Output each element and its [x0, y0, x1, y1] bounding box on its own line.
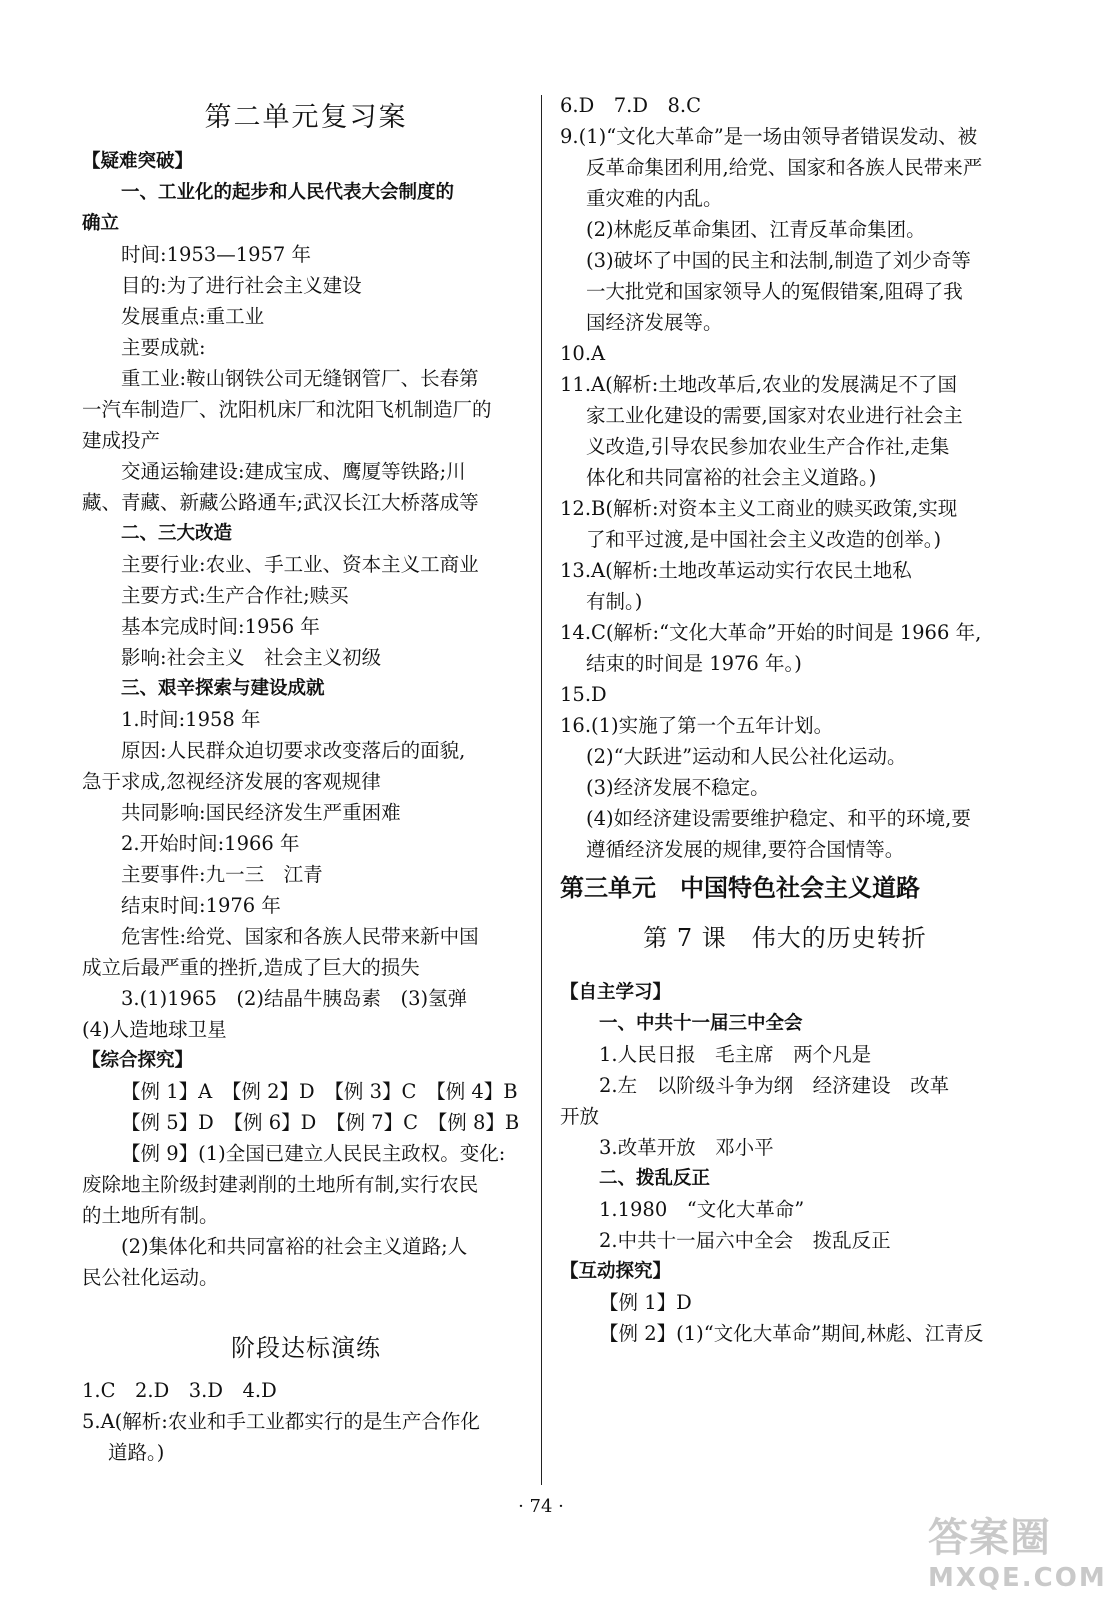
- right-line: (2)林彪反革命集团、江青反革命集团。: [586, 218, 926, 241]
- left-line: 发展重点:重工业: [121, 305, 265, 328]
- left-line: 主要行业:农业、手工业、资本主义工商业: [121, 553, 479, 576]
- right-line: 结束的时间是 1976 年。): [586, 652, 802, 675]
- left-line: 2.开始时间:1966 年: [121, 832, 300, 855]
- left-line: 1.时间:1958 年: [121, 708, 261, 731]
- left-line: 一汽车制造厂、沈阳机床厂和沈阳飞机制造厂的: [82, 398, 492, 421]
- right-line: 2.左 以阶级斗争为纲 经济建设 改革: [599, 1074, 950, 1097]
- right-line: 开放: [560, 1105, 600, 1128]
- right-line: 一、中共十一届三中全会: [599, 1013, 803, 1034]
- right-line: 10.A: [560, 342, 606, 365]
- left-line: (4)人造地球卫星: [82, 1018, 227, 1041]
- left-line: 废除地主阶级封建剥削的土地所有制,实行农民: [82, 1173, 479, 1196]
- left-line: 基本完成时间:1956 年: [121, 615, 320, 638]
- right-line: 2.中共十一届六中全会 拨乱反正: [599, 1229, 891, 1252]
- right-line: 13.A(解析:土地改革运动实行农民土地私: [560, 559, 912, 582]
- right-line: 【互动探究】: [560, 1261, 672, 1282]
- left-line: 3.(1)1965 (2)结晶牛胰岛素 (3)氢弹: [121, 987, 468, 1010]
- right-line: 有制。): [586, 590, 643, 613]
- right-line: 了和平过渡,是中国社会主义改造的创举。): [586, 528, 942, 551]
- left-line: 主要方式:生产合作社;赎买: [121, 584, 349, 607]
- right-line: 1.人民日报 毛主席 两个凡是: [599, 1043, 872, 1066]
- left-line: 二、三大改造: [121, 523, 233, 544]
- left-column: [82, 90, 530, 1468]
- left-line: 时间:1953—1957 年: [121, 243, 312, 266]
- left-line: 【例 1】A 【例 2】D 【例 3】C 【例 4】B: [121, 1080, 518, 1103]
- left-line: 【例 9】(1)全国已建立人民民主政权。变化:: [121, 1142, 506, 1165]
- left-line: 三、艰辛探索与建设成就: [121, 678, 325, 699]
- left-line: 1.C 2.D 3.D 4.D: [82, 1379, 277, 1402]
- right-line: 【自主学习】: [560, 982, 672, 1003]
- left-line: 【例 5】D 【例 6】D 【例 7】C 【例 8】B: [121, 1111, 520, 1134]
- right-line: 一大批党和国家领导人的冤假错案,阻碍了我: [586, 280, 963, 303]
- right-line: 【例 2】(1)“文化大革命”期间,林彪、江青反: [599, 1322, 984, 1345]
- right-line: 【例 1】D: [599, 1291, 692, 1314]
- right-line: 12.B(解析:对资本主义工商业的赎买政策,实现: [560, 497, 958, 520]
- left-line: 【疑难突破】: [82, 151, 194, 172]
- left-line: 一、工业化的起步和人民代表大会制度的: [121, 182, 455, 203]
- right-line: 重灾难的内乱。: [586, 187, 723, 210]
- right-line: 11.A(解析:土地改革后,农业的发展满足不了国: [560, 373, 957, 396]
- right-line: (4)如经济建设需要维护稳定、和平的环境,要: [586, 807, 971, 830]
- left-line: 共同影响:国民经济发生严重困难: [121, 801, 401, 824]
- left-line: 结束时间:1976 年: [121, 894, 281, 917]
- right-line: 第 7 课 伟大的历史转折: [643, 924, 927, 952]
- right-line: 6.D 7.D 8.C: [560, 94, 702, 117]
- right-line: 14.C(解析:“文化大革命”开始的时间是 1966 年,: [560, 621, 982, 644]
- left-line: 的土地所有制。: [82, 1204, 219, 1227]
- left-line: 影响:社会主义 社会主义初级: [121, 646, 382, 669]
- left-line: 道路。): [108, 1441, 165, 1464]
- left-line: 主要成就:: [121, 336, 206, 359]
- left-line: 成立后最严重的挫折,造成了巨大的损失: [82, 956, 420, 979]
- right-column: [560, 90, 1010, 1349]
- left-line: 危害性:给党、国家和各族人民带来新中国: [121, 925, 479, 948]
- page-number: · 74 ·: [518, 1496, 564, 1517]
- right-line: (3)经济发展不稳定。: [586, 776, 770, 799]
- right-line: 16.(1)实施了第一个五年计划。: [560, 714, 834, 737]
- left-line: 主要事件:九一三 江青: [121, 863, 323, 886]
- left-line: 原因:人民群众迫切要求改变落后的面貌,: [121, 739, 466, 762]
- column-divider: [541, 95, 542, 1485]
- right-line: 遵循经济发展的规律,要符合国情等。: [586, 838, 905, 861]
- right-line: (3)破坏了中国的民主和法制,制造了刘少奇等: [586, 249, 971, 272]
- right-line: 国经济发展等。: [586, 311, 723, 334]
- right-line: 反革命集团利用,给党、国家和各族人民带来严: [586, 156, 983, 179]
- right-line: 家工业化建设的需要,国家对农业进行社会主: [586, 404, 963, 427]
- right-line: 二、拨乱反正: [599, 1168, 711, 1189]
- right-line: 1.1980 “文化大革命”: [599, 1198, 805, 1221]
- left-line: 【综合探究】: [82, 1050, 194, 1071]
- right-line: 15.D: [560, 683, 607, 706]
- watermark-bottom: MXQE.COM: [928, 1563, 1107, 1593]
- right-line: 9.(1)“文化大革命”是一场由领导者错误发动、被: [560, 125, 978, 148]
- left-line: [82, 1293, 530, 1321]
- watermark-logo: [928, 1506, 1107, 1593]
- right-line: 体化和共同富裕的社会主义道路。): [586, 466, 877, 489]
- right-line: (2)“大跃进”运动和人民公社化运动。: [586, 745, 907, 768]
- left-line: 5.A(解析:农业和手工业都实行的是生产合作化: [82, 1410, 480, 1433]
- left-line: 民公社化运动。: [82, 1266, 219, 1289]
- left-line: 确立: [82, 213, 120, 234]
- left-line: 阶段达标演练: [231, 1334, 381, 1362]
- left-line: 急于求成,忽视经济发展的客观规律: [82, 770, 381, 793]
- left-line: 建成投产: [82, 429, 161, 452]
- left-line: 藏、青藏、新藏公路通车;武汉长江大桥落成等: [82, 491, 479, 514]
- right-line: [560, 965, 1010, 977]
- right-line: 第三单元 中国特色社会主义道路: [560, 874, 920, 902]
- left-line: (2)集体化和共同富裕的社会主义道路;人: [121, 1235, 468, 1258]
- right-line: 义改造,引导农民参加农业生产合作社,走集: [586, 435, 950, 458]
- left-line: 第二单元复习案: [204, 102, 408, 133]
- left-line: 目的:为了进行社会主义建设: [121, 274, 362, 297]
- right-line: 3.改革开放 邓小平: [599, 1136, 774, 1159]
- watermark-top: 答案圈: [928, 1515, 1051, 1561]
- left-line: 交通运输建设:建成宝成、鹰厦等铁路;川: [121, 460, 466, 483]
- left-line: 重工业:鞍山钢铁公司无缝钢管厂、长春第: [121, 367, 479, 390]
